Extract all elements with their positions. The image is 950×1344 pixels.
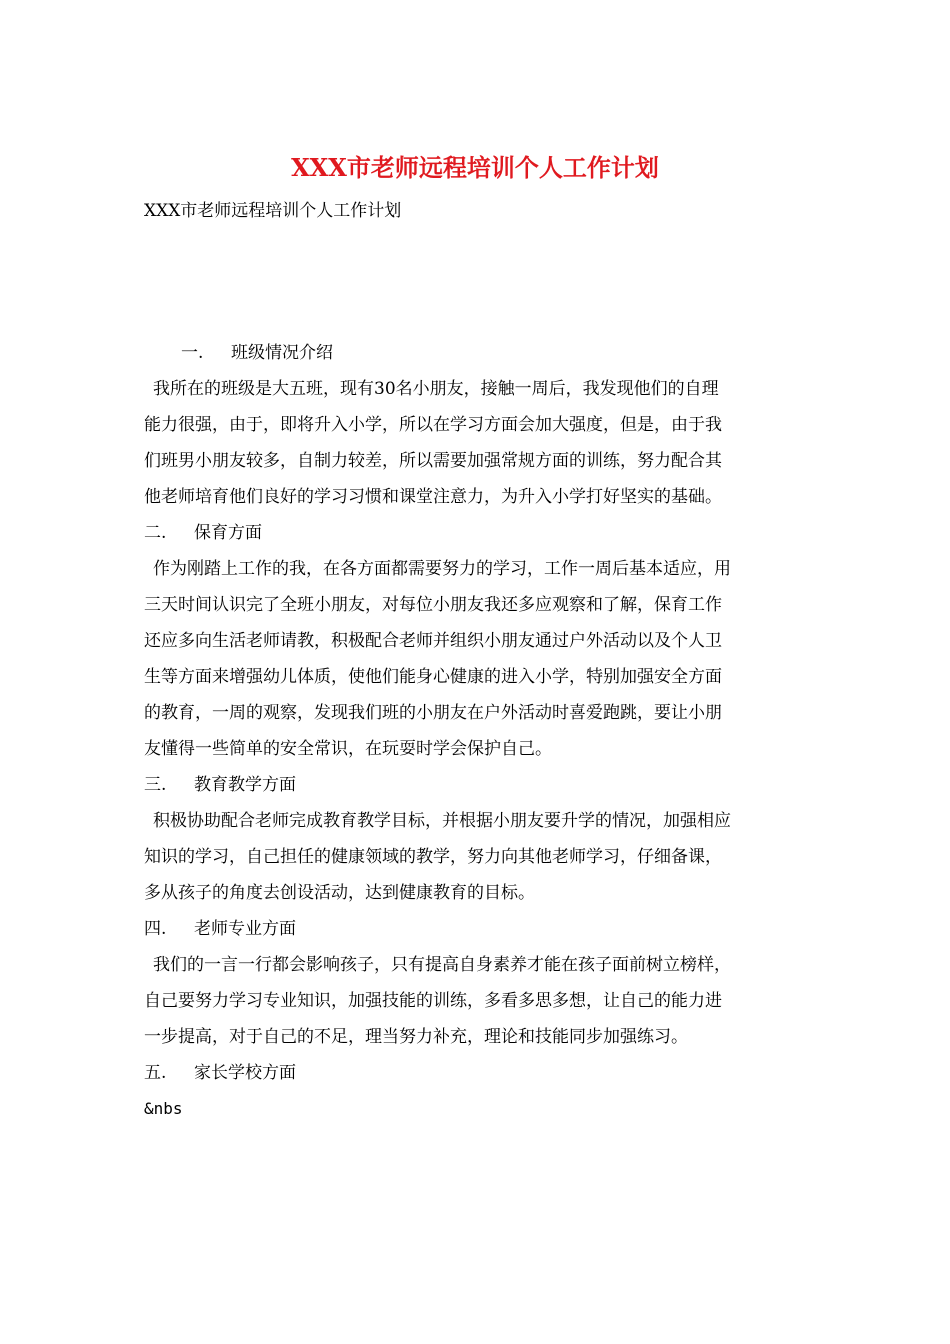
section-number: 二. <box>144 523 167 543</box>
section-heading <box>144 335 808 371</box>
document-body <box>144 335 808 1127</box>
section-number: 一. <box>181 343 204 363</box>
paragraph-line: 知识的学习，自己担任的健康领域的教学，努力向其他老师学习，仔细备课， <box>144 847 722 867</box>
trailing-text: &nbs <box>144 1099 183 1118</box>
paragraph-line: 友懂得一些简单的安全常识，在玩耍时学会保护自己。 <box>144 739 552 759</box>
paragraph-line: 的教育，一周的观察，发现我们班的小朋友在户外活动时喜爱跑跳，要让小朋 <box>144 703 722 723</box>
section-heading-text: 老师专业方面 <box>194 919 296 939</box>
paragraph-line: 我们的一言一行都会影响孩子，只有提高自身素养才能在孩子面前树立榜样， <box>153 955 731 975</box>
paragraph-line: 三天时间认识完了全班小朋友，对每位小朋友我还多应观察和了解，保育工作 <box>144 595 722 615</box>
paragraph-line: 作为刚踏上工作的我，在各方面都需要努力的学习，工作一周后基本适应，用 <box>153 559 731 579</box>
section-heading-text: 教育教学方面 <box>194 775 296 795</box>
section-number: 五. <box>144 1063 167 1083</box>
section-heading <box>144 1055 808 1091</box>
document-title: XXX市老师远程培训个人工作计划 <box>291 153 659 182</box>
paragraph-line: 他老师培育他们良好的学习习惯和课堂注意力，为升入小学打好坚实的基础。 <box>144 487 722 507</box>
paragraph-line: 积极协助配合老师完成教育教学目标，并根据小朋友要升学的情况，加强相应 <box>153 811 731 831</box>
paragraph-line: 自己要努力学习专业知识，加强技能的训练，多看多思多想，让自己的能力进 <box>144 991 722 1011</box>
paragraph-line: 们班男小朋友较多，自制力较差，所以需要加强常规方面的训练，努力配合其 <box>144 451 722 471</box>
section-heading <box>144 767 808 803</box>
document-subtitle: XXX市老师远程培训个人工作计划 <box>144 201 402 221</box>
section-heading-text: 班级情况介绍 <box>231 343 333 363</box>
section-heading <box>144 911 808 947</box>
paragraph-line: 我所在的班级是大五班，现有30名小朋友，接触一周后，我发现他们的自理 <box>153 379 719 399</box>
paragraph-line: 还应多向生活老师请教，积极配合老师并组织小朋友通过户外活动以及个人卫 <box>144 631 722 651</box>
section-heading-text: 家长学校方面 <box>194 1063 296 1083</box>
section-number: 四. <box>144 919 167 939</box>
paragraph-line: 生等方面来增强幼儿体质，使他们能身心健康的进入小学，特别加强安全方面 <box>144 667 722 687</box>
section-heading <box>144 515 808 551</box>
paragraph-line: 一步提高，对于自己的不足，理当努力补充，理论和技能同步加强练习。 <box>144 1027 688 1047</box>
section-heading-text: 保育方面 <box>194 523 262 543</box>
paragraph-line: 多从孩子的角度去创设活动，达到健康教育的目标。 <box>144 883 535 903</box>
section-number: 三. <box>144 775 167 795</box>
paragraph-line: 能力很强，由于，即将升入小学，所以在学习方面会加大强度，但是，由于我 <box>144 415 722 435</box>
